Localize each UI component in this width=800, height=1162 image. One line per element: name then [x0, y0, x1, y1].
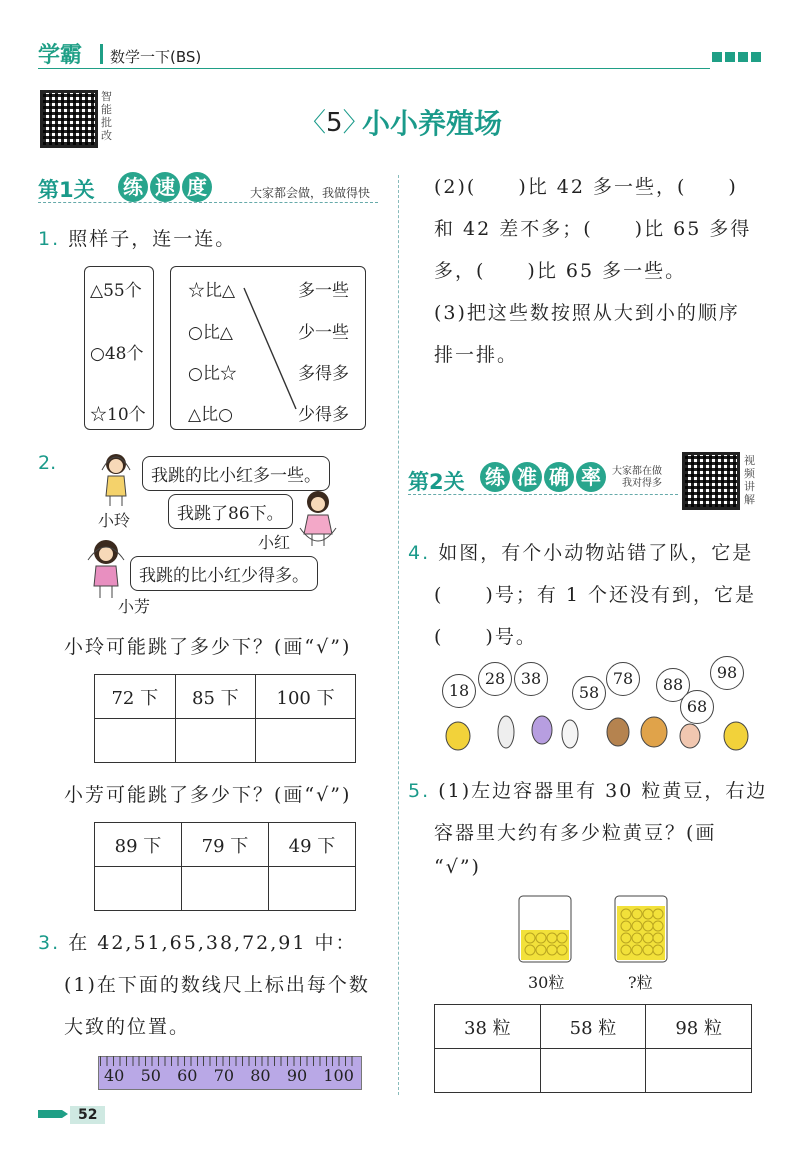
q1-mid-item: △比○ — [188, 405, 233, 425]
jar-left-icon — [516, 892, 574, 966]
header-divider — [100, 44, 103, 64]
q3-sub2-line2: 和 42 差不多；( )比 65 多得 — [434, 218, 752, 240]
table-cell: 85 下 — [175, 675, 256, 719]
check-cell[interactable] — [95, 719, 176, 763]
header-subject: 数学一下(BS) — [110, 48, 202, 66]
balloon: 18 — [442, 674, 476, 708]
table-cell: 79 下 — [182, 823, 269, 867]
q1-mid-item: ○比△ — [188, 323, 233, 343]
balloon: 68 — [680, 690, 714, 724]
brand-logo: 学霸 — [38, 43, 83, 68]
balloon: 28 — [478, 662, 512, 696]
balloon: 58 — [572, 676, 606, 710]
check-cell[interactable] — [646, 1049, 752, 1093]
girl-xiaoling-figure — [98, 450, 138, 510]
section1-prefix: 第1关 — [38, 178, 95, 202]
check-cell[interactable] — [182, 867, 269, 911]
q1-mid-item: ○比☆ — [188, 364, 237, 384]
check-cell[interactable] — [435, 1049, 541, 1093]
table-cell: 58 粒 — [540, 1005, 646, 1049]
section2-badge: 练 准 确 率 — [480, 462, 608, 492]
speech-bubble-xiaoling: 我跳的比小红多一些。 — [142, 456, 330, 491]
animals-row-illustration — [436, 706, 766, 754]
column-divider — [398, 175, 399, 1095]
q1-right-item: 少得多 — [298, 405, 349, 425]
name-xiaoling: 小玲 — [98, 511, 131, 530]
speech-bubble-xiaohong: 我跳了86下。 — [168, 494, 293, 529]
section2-prefix: 第2关 — [408, 470, 465, 494]
q2-ask2: 小芳可能跳了多少下？(画“√”) — [64, 784, 352, 806]
q1-right-item: 少一些 — [298, 323, 349, 343]
q3-sub1-line2: 大致的位置。 — [64, 1016, 191, 1038]
section1-rule — [38, 202, 378, 203]
q1-text: 1. 照样子，连一连。 — [38, 228, 237, 250]
page-number: 52 — [70, 1106, 105, 1124]
jar-right-icon — [612, 892, 670, 966]
name-xiaohong: 小红 — [258, 533, 291, 552]
ruler-ticks — [100, 1056, 358, 1066]
lesson-number: 〈5〉 — [300, 108, 369, 138]
section1-slogan: 大家都会做，我做得快 — [250, 186, 371, 200]
q1-left-item: ○48个 — [90, 344, 144, 364]
speech-bubble-xiaofang: 我跳的比小红少得多。 — [130, 556, 318, 591]
q2-number: 2. — [38, 452, 57, 474]
qr-label-right: 视频讲解 — [744, 454, 755, 506]
jar-left-label: 30粒 — [528, 973, 565, 992]
q3-sub3-line1: (3)把这些数按照从大到小的顺序 — [434, 302, 740, 324]
check-cell[interactable] — [256, 719, 356, 763]
header-rule — [38, 68, 710, 69]
q3-sub2-line3: 多，( )比 65 多一些。 — [434, 260, 687, 282]
q4-line2: ( )号；有 1 个还没有到，它是 — [434, 584, 756, 606]
check-cell[interactable] — [269, 867, 356, 911]
balloon: 78 — [606, 662, 640, 696]
ruler-labels: 40 50 60 70 80 90 100 — [104, 1066, 354, 1085]
qr-code-right[interactable] — [682, 452, 740, 510]
q3-text: 3. 在 42,51,65,38,72,91 中： — [38, 932, 357, 954]
table-cell: 72 下 — [95, 675, 176, 719]
q1-left-item: △55个 — [90, 281, 142, 301]
qr-code-left[interactable] — [40, 90, 98, 148]
table-cell: 38 粒 — [435, 1005, 541, 1049]
girl-xiaohong-figure — [296, 488, 340, 550]
section2-slogan: 大家都在做 我对得多 — [612, 466, 662, 489]
q1-right-item: 多得多 — [298, 364, 349, 384]
table-cell: 100 下 — [256, 675, 356, 719]
q4-line3: ( )号。 — [434, 626, 537, 648]
section1-badge: 练 速 度 — [118, 172, 214, 202]
check-cell[interactable] — [540, 1049, 646, 1093]
girl-xiaofang-figure — [84, 538, 128, 602]
section2-rule — [408, 494, 678, 495]
q4-line1: 4. 如图，有个小动物站错了队，它是 — [408, 542, 754, 564]
q3-sub3-line2: 排一排。 — [434, 344, 519, 366]
table-cell: 89 下 — [95, 823, 182, 867]
qr-label-left: 智能批改 — [101, 90, 112, 142]
q5-line1: 5. (1)左边容器里有 30 粒黄豆，右边 — [408, 780, 768, 802]
q5-line3: “√”) — [434, 856, 481, 878]
q1-mid-item: ☆比△ — [188, 281, 236, 301]
q1-right-item: 多一些 — [298, 281, 349, 301]
q1-example-line — [240, 284, 300, 414]
name-xiaofang: 小芳 — [118, 597, 151, 616]
check-cell[interactable] — [175, 719, 256, 763]
q2-table1 — [94, 674, 356, 763]
balloon: 98 — [710, 656, 744, 690]
header-squares — [712, 52, 762, 62]
pencil-icon — [38, 1104, 68, 1124]
q3-sub1-line1: (1)在下面的数线尺上标出每个数 — [64, 974, 370, 996]
table-cell: 98 粒 — [646, 1005, 752, 1049]
balloon: 88 — [656, 668, 690, 702]
lesson-title: 小小养殖场 — [362, 107, 503, 140]
table-cell: 49 下 — [269, 823, 356, 867]
q1-left-item: ☆10个 — [90, 405, 146, 425]
q2-ask1: 小玲可能跳了多少下？(画“√”) — [64, 636, 352, 658]
q3-sub2-line1: (2)( )比 42 多一些，( ) — [434, 176, 738, 198]
q5-table — [434, 1004, 752, 1093]
q2-table2 — [94, 822, 356, 911]
check-cell[interactable] — [95, 867, 182, 911]
q5-line2: 容器里大约有多少粒黄豆？(画 — [434, 822, 717, 844]
jar-right-label: ?粒 — [628, 973, 653, 992]
balloon: 38 — [514, 662, 548, 696]
